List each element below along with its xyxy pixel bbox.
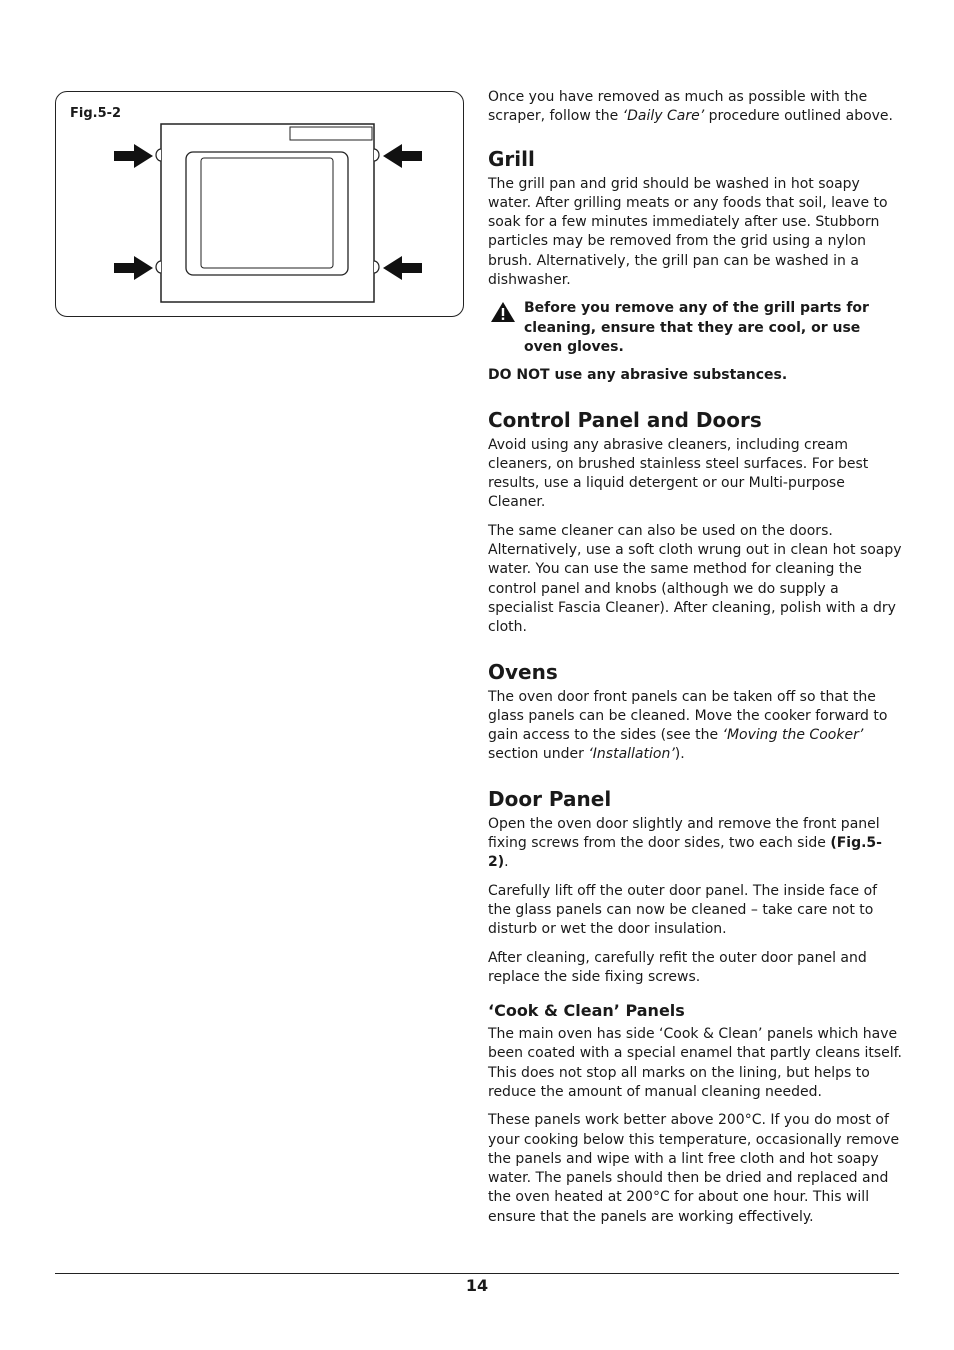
intro-paragraph: Once you have removed as much as possible with the scraper, follow the ‘Daily Care’ procedure outlined above. [488, 89, 893, 125]
figure-5-2 [55, 91, 464, 317]
cook-clean-paragraph-1: The main oven has side ‘Cook & Clean’ panels which have been coated with a special enamel that partly cleans itself. This does not stop all marks on the lining, but helps to reduce the amount of manual cleaning needed. [488, 1026, 903, 1100]
screw-left-bottom [156, 261, 161, 273]
ovens-heading: Ovens [488, 659, 558, 684]
door-panel-paragraph-1: Open the oven door slightly and remove the front panel fixing screws from the door sides, two each side (Fig.5-2). [488, 815, 882, 871]
door-panel-heading: Door Panel [488, 786, 612, 811]
cook-clean-paragraph-2: These panels work better above 200°C. If you do most of your cooking below this temperature, occasionally remove the panels and wipe with a lint free cloth and hot soapy water. The panels should then be dried and replaced and the oven heated at 200°C for about one hour. This will ensure that the panels are working effectively. [488, 1112, 900, 1225]
arrow-left-bottom [114, 256, 153, 280]
screw-left-top [156, 149, 161, 161]
arrow-right-bottom [383, 256, 422, 280]
figure-label: Fig.5-2 [70, 106, 122, 121]
door-window-glass [201, 158, 333, 268]
ovens-paragraph: The oven door front panels can be taken off so that the glass panels can be cleaned. Move the cooker forward to gain access to the sides (see the ‘Moving the Cooker’ section under ‘Installation’). [488, 688, 888, 763]
control-panel-heading: Control Panel and Doors [488, 407, 762, 432]
arrow-right-top [383, 144, 422, 168]
screw-right-bottom [374, 261, 379, 273]
grill-paragraph: The grill pan and grid should be washed in hot soapy water. After grilling meats or any foods that soil, leave to soak for a few minutes immediately after use. Stubborn particles may be removed from the grid using a nylon brush. Alternatively, the grill pan can be washed in a dishwasher. [488, 175, 888, 289]
door-label-plate [290, 127, 372, 140]
control-panel-paragraph-2: The same cleaner can also be used on the doors. Alternatively, use a soft cloth wrung out in clean hot soapy water. You can use the same method for cleaning the control panel and knobs (although we do supply a specialist Fascia Cleaner). After cleaning, polish with a dry cloth. [488, 522, 902, 636]
no-abrasive-notice: DO NOT use any abrasive substances. [488, 367, 788, 384]
cook-clean-heading: ‘Cook & Clean’ Panels [488, 1001, 685, 1021]
main-column [488, 88, 902, 1236]
warning-icon [490, 301, 516, 323]
grill-heading: Grill [488, 146, 535, 171]
grill-warning: Before you remove any of the grill parts for cleaning, ensure that they are cool, or use oven gloves. [488, 299, 902, 357]
oven-door-diagram [56, 92, 465, 318]
door-panel-paragraph-2: Carefully lift off the outer door panel. The inside face of the glass panels can now be cleaned – take care not to disturb or wet the door insulation. [488, 882, 878, 938]
footer-divider [55, 1273, 899, 1274]
page-number: 14 [465, 1276, 489, 1295]
door-window-frame [186, 152, 348, 275]
arrow-left-top [114, 144, 153, 168]
door-panel-paragraph-3: After cleaning, carefully refit the outer door panel and replace the side fixing screws. [488, 949, 867, 985]
control-panel-paragraph-1: Avoid using any abrasive cleaners, including cream cleaners, on brushed stainless steel surfaces. For best results, use a liquid detergent or our Multi-purpose Cleaner. [488, 436, 869, 511]
screw-right-top [374, 149, 379, 161]
